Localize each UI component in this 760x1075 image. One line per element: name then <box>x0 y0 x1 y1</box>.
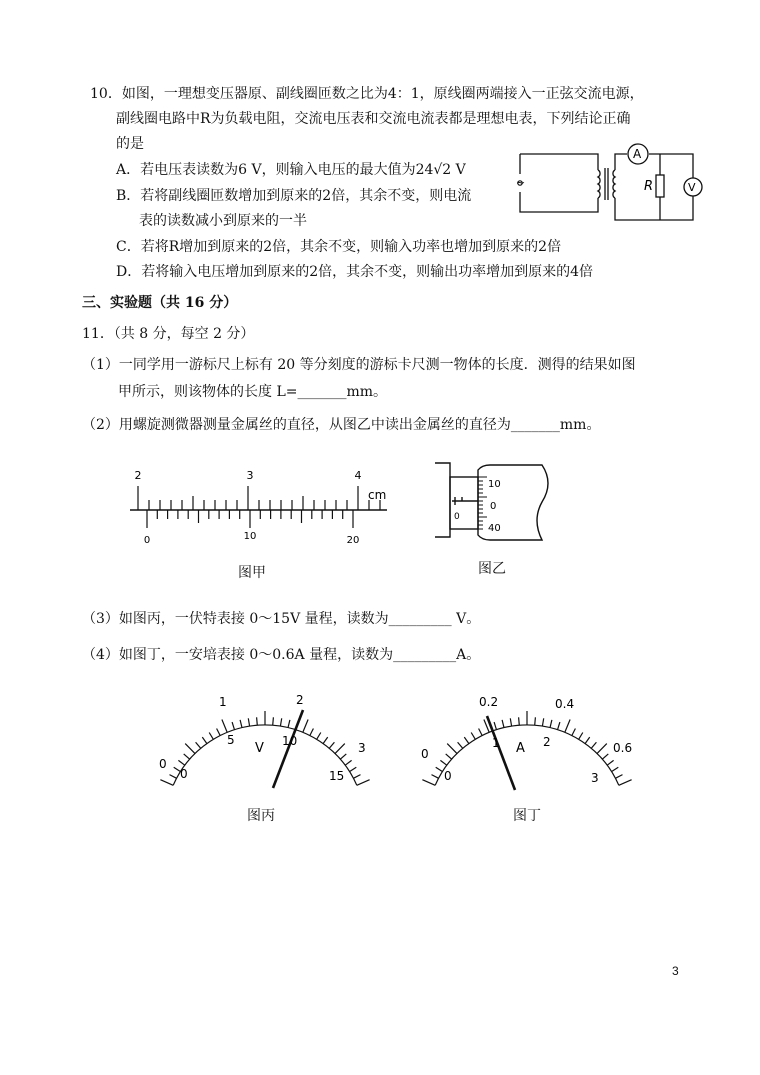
a-bottom-label-0: 0 <box>444 769 452 783</box>
vernier-label-20: 20 <box>346 535 360 546</box>
a-top-label-0.4: 0.4 <box>555 697 575 711</box>
fig-bing-caption: 图丙 <box>247 808 275 824</box>
q11-part3: （3）如图丙，一伏特表接 0～15V 量程，读数为_________ V。 <box>82 611 481 627</box>
v-bottom-label-10: 10 <box>282 734 298 748</box>
ammeter-dial-tick <box>446 754 452 759</box>
q11-part2: （2）用螺旋测微器测量金属丝的直径，从图乙中读出金属丝的直径为_______mm。 <box>82 417 601 433</box>
ammeter-dial-tick <box>436 767 443 771</box>
v-top-label-2: 2 <box>296 693 304 707</box>
main-scale-label-2: 2 <box>134 469 142 482</box>
ammeter-dial-tick <box>440 760 446 765</box>
ammeter-dial-tick <box>519 717 520 725</box>
ammeter-dial-tick <box>479 729 483 736</box>
main-scale-label-4: 4 <box>354 469 362 482</box>
q10-stem-line3: 的是 <box>116 136 144 152</box>
voltmeter-dial-tick <box>353 775 360 779</box>
voltmeter-dial-tick <box>185 744 195 754</box>
voltmeter-dial-tick <box>217 729 221 736</box>
ammeter-dial-tick <box>597 744 607 754</box>
ammeter-dial-tick <box>542 718 543 726</box>
a-top-label-0.6: 0.6 <box>613 741 633 755</box>
voltmeter-dial-tick <box>222 720 227 733</box>
voltmeter-unit: V <box>255 741 264 756</box>
ammeter-dial-tick <box>510 718 511 726</box>
source-symbol: ~ <box>516 176 526 189</box>
voltmeter-dial-tick <box>310 729 314 736</box>
voltmeter-dial-tick <box>288 720 290 728</box>
voltmeter-dial-figure <box>155 690 375 790</box>
v-top-label-3: 3 <box>358 741 366 755</box>
voltmeter-dial-tick <box>340 754 346 759</box>
ammeter-dial-tick <box>471 733 475 740</box>
ammeter-needle <box>487 716 515 790</box>
voltmeter-label: V <box>688 181 696 194</box>
main-scale-label-3: 3 <box>246 469 254 482</box>
ammeter-dial-tick <box>615 775 622 779</box>
voltmeter-dial-tick <box>335 744 345 754</box>
voltmeter-dial-tick <box>323 737 328 744</box>
voltmeter-dial-tick <box>257 717 258 725</box>
thimble-label-10: 10 <box>488 479 501 490</box>
v-top-label-0: 0 <box>159 757 167 771</box>
fig-ding-caption: 图丁 <box>513 808 541 824</box>
ammeter-dial-tick <box>458 742 463 748</box>
vernier-caliper-figure <box>125 465 395 550</box>
voltmeter-dial-tick <box>196 742 201 748</box>
thimble-label-0: 0 <box>490 501 497 512</box>
ammeter-dial-tick <box>550 720 552 728</box>
voltmeter-dial-tick <box>160 780 173 786</box>
voltmeter-dial-tick <box>329 742 334 748</box>
ammeter-dial-tick <box>602 754 608 759</box>
ammeter-dial-tick <box>447 744 457 754</box>
ammeter-dial-tick <box>422 780 435 786</box>
voltmeter-dial-tick <box>184 754 190 759</box>
ammeter-dial-tick <box>591 742 596 748</box>
ammeter-dial-tick <box>494 722 496 730</box>
ammeter-dial-tick <box>619 780 632 786</box>
v-top-label-1: 1 <box>219 695 227 709</box>
voltmeter-dial-tick <box>240 720 242 728</box>
q10-option-b-line1: B．若将副线圈匝数增加到原来的2倍，其余不变，则电流 <box>116 188 472 204</box>
thimble-label-40: 40 <box>488 523 501 534</box>
a-bottom-label-3: 3 <box>591 771 599 785</box>
ammeter-dial-tick <box>502 720 504 728</box>
sleeve-label-0: 0 <box>454 512 460 522</box>
voltmeter-dial-tick <box>202 737 207 744</box>
a-top-label-0.2: 0.2 <box>479 695 499 709</box>
micrometer-figure <box>430 455 560 550</box>
q10-option-a: A．若电压表读数为6 V，则输入电压的最大值为24√2 V <box>116 162 466 178</box>
voltmeter-dial-tick <box>280 718 281 726</box>
q11-part1-line1: （1）一同学用一游标尺上标有 20 等分刻度的游标卡尺测一物体的长度．测得的结果如图 <box>82 357 636 373</box>
voltmeter-needle <box>273 710 303 788</box>
q11-part4: （4）如图丁，一安培表接 0～0.6A 量程，读数为_________A。 <box>82 647 481 663</box>
ammeter-dial-tick <box>612 767 619 771</box>
ammeter-dial-tick <box>572 729 576 736</box>
vernier-label-0: 0 <box>143 535 151 546</box>
q10-option-d: D．若将输入电压增加到原来的2倍，其余不变，则输出功率增加到原来的4倍 <box>116 264 594 280</box>
q10-stem-line2: 副线圈电路中R为负载电阻，交流电压表和交流电流表都是理想电表，下列结论正确 <box>116 111 631 127</box>
a-top-label-0: 0 <box>421 747 429 761</box>
main-scale-unit: cm <box>368 488 387 502</box>
q10-stem-line1: 10．如图，一理想变压器原、副线圈匝数之比为4：1，原线圈两端接入一正弦交流电源， <box>90 86 644 102</box>
voltmeter-dial-tick <box>317 733 321 740</box>
v-bottom-label-0: 0 <box>180 767 188 781</box>
fig-yi-caption: 图乙 <box>478 561 506 577</box>
v-bottom-label-15: 15 <box>329 769 345 783</box>
ammeter-label: A <box>633 147 642 161</box>
ammeter-unit: A <box>516 741 525 756</box>
ammeter-dial-tick <box>432 775 439 779</box>
ammeter-dial-tick <box>565 720 570 733</box>
ammeter-dial-tick <box>585 737 590 744</box>
q11-header: 11．（共 8 分，每空 2 分） <box>82 326 255 342</box>
voltmeter-dial-tick <box>303 720 308 733</box>
voltmeter-dial-tick <box>350 767 357 771</box>
vernier-label-10: 10 <box>243 531 257 542</box>
resistor-label: R <box>644 179 654 194</box>
page-number: 3 <box>672 964 679 978</box>
voltmeter-dial-tick <box>232 722 234 730</box>
a-bottom-label-1: 1 <box>492 736 500 750</box>
ammeter-dial-tick <box>464 737 469 744</box>
ammeter-dial-figure <box>415 690 645 790</box>
a-bottom-label-2: 2 <box>543 735 551 749</box>
voltmeter-dial-tick <box>345 760 351 765</box>
section-title: 三、实验题（共 16 分） <box>82 295 238 311</box>
ammeter-dial-tick <box>535 717 536 725</box>
transformer-circuit-diagram <box>510 140 710 225</box>
v-bottom-label-5: 5 <box>227 733 235 747</box>
q11-part1-line2: 甲所示，则该物体的长度 L=_______mm。 <box>118 384 388 400</box>
voltmeter-dial-tick <box>170 775 177 779</box>
voltmeter-dial-tick <box>209 733 213 740</box>
voltmeter-dial-tick <box>273 717 274 725</box>
voltmeter-dial-tick <box>248 718 249 726</box>
q10-option-c: C．若将R增加到原来的2倍，其余不变，则输入功率也增加到原来的2倍 <box>116 239 562 255</box>
ammeter-dial-tick <box>558 722 560 730</box>
ammeter-dial-tick <box>607 760 613 765</box>
voltmeter-dial-tick <box>178 760 184 765</box>
ammeter-dial-tick <box>579 733 583 740</box>
fig-jia-caption: 图甲 <box>238 565 266 581</box>
q10-option-b-line2: 表的读数减小到原来的一半 <box>139 213 307 229</box>
voltmeter-dial-tick <box>357 780 370 786</box>
